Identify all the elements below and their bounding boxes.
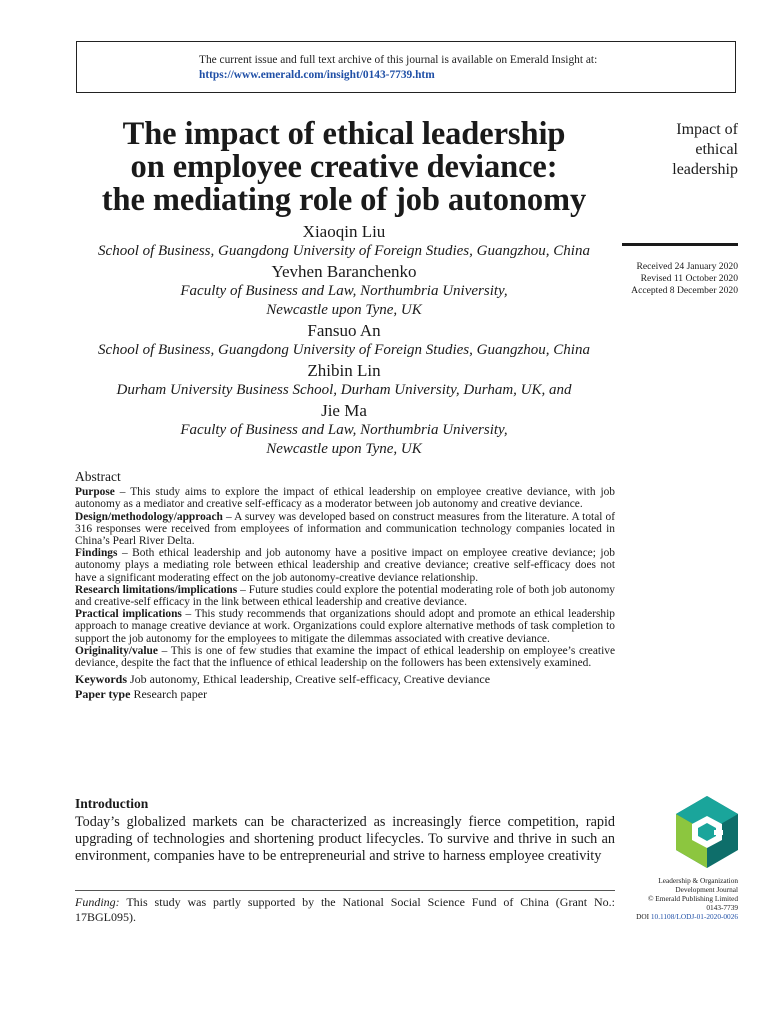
abstract-text: – Both ethical leadership and job autonomy have a positive impact on employee creative deviance; job autonomy plays a mediating role between ethical leadership and creative deviance; creative self-efficacy does not have a significant moderating effect on the job autonomy-creative deviance relationship.	[75, 547, 615, 584]
notice-text	[199, 53, 597, 83]
footnote-rule	[75, 890, 615, 891]
author-affiliation: School of Business, Guangdong University of Foreign Studies, Guangzhou, China	[98, 342, 590, 358]
abstract-label: Findings	[75, 547, 118, 560]
keywords	[75, 672, 615, 687]
abstract-practical	[75, 608, 615, 645]
funding-note	[75, 895, 615, 924]
emerald-logo-icon	[676, 796, 738, 868]
paper-type-text: Research paper	[130, 687, 208, 702]
abstract-research-limitations	[75, 584, 615, 608]
abstract-label: Practical implications	[75, 608, 182, 621]
abstract-label: Purpose	[75, 486, 115, 499]
abstract-purpose	[75, 486, 615, 510]
keywords-label: Keywords	[75, 672, 127, 687]
funding-label: Funding:	[75, 895, 120, 909]
author-name: Zhibin Lin	[307, 361, 381, 380]
abstract-design	[75, 511, 615, 548]
revised-date: Revised 11 October 2020	[640, 273, 738, 284]
abstract-text: – This is one of few studies that examine the impact of ethical leadership on employee’s creative deviance, despite the fact that the influence of ethical leadership on the followers has been extensively examined.	[75, 644, 615, 670]
abstract-text: – A survey was developed based on construct measures from the literature. A total of 316 responses were received from employees of information and communication technology companies located in China’s Pearl River Delta.	[75, 510, 615, 548]
introduction-text: Today’s globalized markets can be characterized as increasingly fierce competition, rapid upgrading of technologies and shortening product lifecycles. To survive and thrive in such an environment, companies have to be entrepreneurial and strive to harness employee creativity	[75, 814, 615, 865]
abstract-text: – This study aims to explore the impact of ethical leadership on employee creative deviance, with job autonomy as a mediator and creative self-efficacy as a moderator between job autonomy and creative deviance.	[75, 486, 615, 511]
title-line-3: the mediating role of job autonomy	[101, 182, 587, 218]
running-head-line-1: Impact of	[676, 121, 738, 138]
abstract-text: – This study recommends that organizations should adopt and promote an ethical leadership approach to manage creative deviance at work. Organizations could explore alternative methods of task completion to support the job autonomy for the employees to mitigate the dilemmas associated with creative deviance.	[75, 608, 615, 645]
abstract-label: Originality/value	[75, 644, 158, 657]
title-line-1: The impact of ethical leadership	[122, 116, 566, 152]
abstract-label: Design/methodology/approach	[75, 510, 223, 523]
publisher: © Emerald Publishing Limited	[647, 894, 738, 903]
paper-type-label: Paper type	[75, 687, 131, 702]
funding-text: This study was partly supported by the National Social Science Fund of China (Grant No.: 17BGL095).	[75, 895, 615, 924]
introduction-heading: Introduction	[75, 796, 149, 811]
introduction-section	[75, 796, 615, 866]
author-affiliation: Newcastle upon Tyne, UK	[266, 302, 422, 318]
author-affiliation: Faculty of Business and Law, Northumbria University,	[180, 283, 508, 299]
abstract-heading: Abstract	[75, 469, 121, 484]
author-affiliation: Durham University Business School, Durham University, Durham, UK, and	[116, 382, 572, 398]
doi-line	[600, 912, 738, 921]
article-title	[60, 118, 628, 217]
paper-type	[75, 687, 615, 702]
author-affiliation: Faculty of Business and Law, Northumbria University,	[180, 422, 508, 438]
keywords-text: Job autonomy, Ethical leadership, Creative self-efficacy, Creative deviance	[127, 672, 491, 687]
title-line-2: on employee creative deviance:	[130, 149, 558, 185]
doi-prefix: DOI	[636, 912, 651, 921]
accepted-date: Accepted 8 December 2020	[631, 285, 738, 296]
issn: 0143-7739	[706, 903, 738, 912]
notice-box	[76, 41, 736, 93]
abstract	[75, 471, 615, 702]
running-head-line-3: leadership	[672, 161, 738, 178]
abstract-text: – Future studies could explore the potential moderating role of both job autonomy and creative-self efficacy in the link between ethical leadership and creative deviance.	[75, 583, 615, 609]
abstract-label: Research limitations/implications	[75, 583, 238, 596]
author-name: Fansuo An	[307, 321, 381, 340]
journal-name-line-2: Development Journal	[675, 885, 738, 894]
abstract-originality	[75, 645, 615, 669]
author-affiliation: School of Business, Guangdong University of Foreign Studies, Guangzhou, China	[98, 243, 590, 259]
journal-archive-link[interactable]: https://www.emerald.com/insight/0143-7739.htm	[199, 69, 435, 81]
running-head	[622, 120, 738, 180]
journal-info	[600, 876, 738, 921]
author-name: Xiaoqin Liu	[302, 222, 386, 241]
author-name: Jie Ma	[321, 401, 367, 420]
side-rule	[622, 243, 738, 246]
journal-name-line-1: Leadership & Organization	[658, 876, 738, 885]
author-name: Yevhen Baranchenko	[271, 262, 417, 281]
abstract-findings	[75, 547, 615, 584]
notice-line: The current issue and full text archive of this journal is available on Emerald Insight at:	[199, 54, 598, 66]
received-date: Received 24 January 2020	[636, 261, 738, 272]
author-list	[60, 221, 628, 459]
doi-link[interactable]: 10.1108/LODJ-01-2020-0026	[650, 912, 738, 921]
author-affiliation: Newcastle upon Tyne, UK	[266, 441, 422, 457]
running-head-line-2: ethical	[695, 141, 738, 158]
